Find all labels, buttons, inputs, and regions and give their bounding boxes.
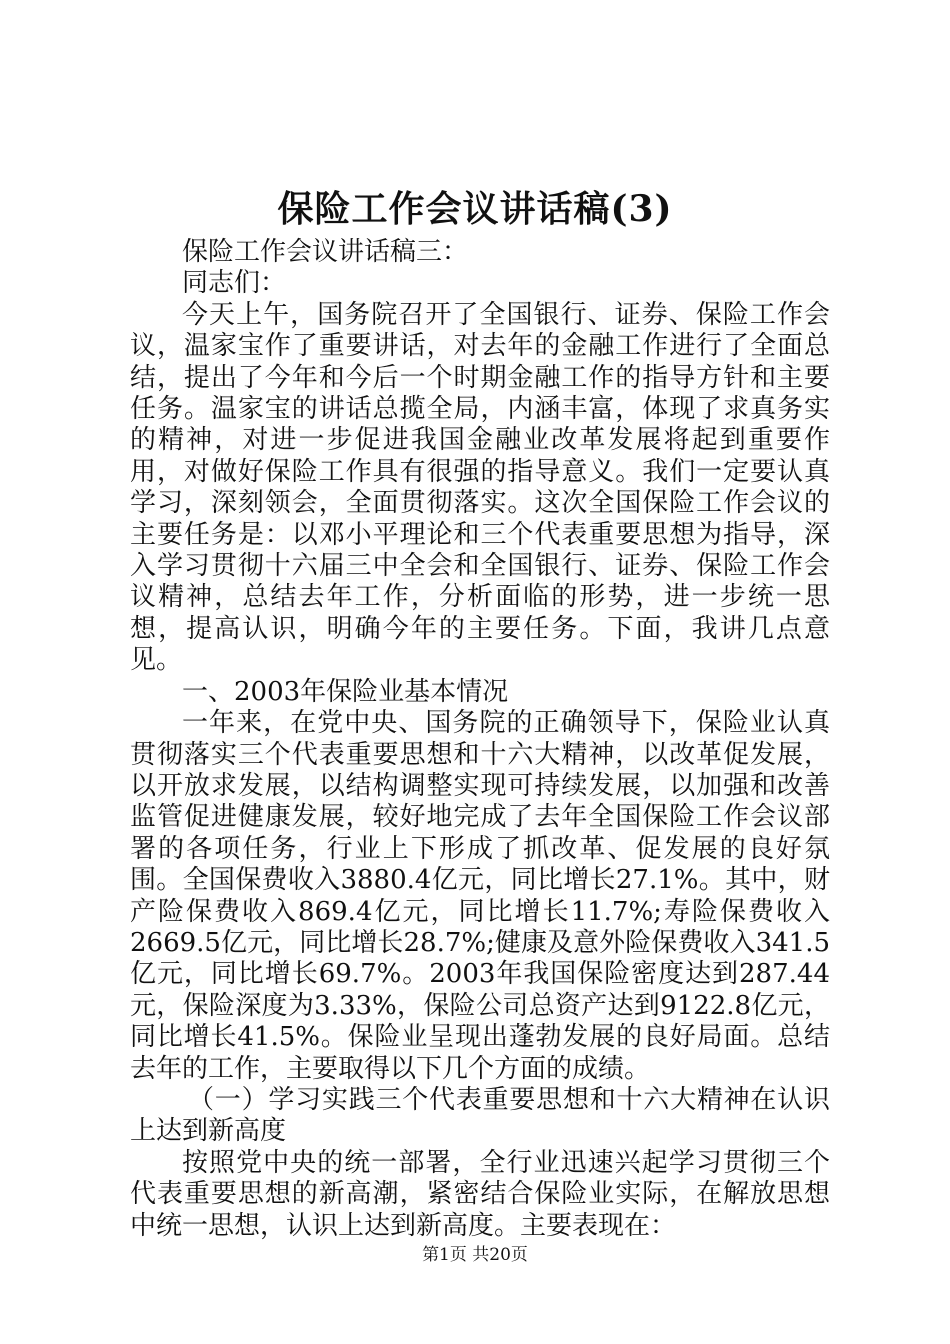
paragraph-study-practice: 按照党中央的统一部署，全行业迅速兴起学习贯彻三个代表重要思想的新高潮，紧密结合保险业实际，在解放思想中统一思想，认识上达到新高度。主要表现在：	[130, 1147, 830, 1241]
paragraph-heading-line: 保险工作会议讲话稿三：	[182, 237, 469, 267]
section-heading-1: 一、2003年保险业基本情况	[182, 676, 509, 707]
page-number: 第1页 共20页	[422, 1245, 528, 1265]
paragraph-2003-summary: 一年来，在党中央、国务院的正确领导下，保险业认真贯彻落实三个代表重要思想和十六大精神，以改革促发展，以开放求发展，以结构调整实现可持续发展，以加强和改善监管促进健康发展，较好地完成了去年全国保险工作会议部署的各项任务，行业上下形成了抓改革、促发展的良好氛围。全国保费收入3880.4亿元，同比增长27.1%。其中，财产险保费收入869.4亿元，同比增长11.7%;寿险保费收入2669.5亿元，同比增长28.7%;健康及意外险保费收入341.5亿元，同比增长69.7%。2003年我国保险密度达到287.44元，保险深度为3.33%，保险公司总资产达到9122.8亿元，同比增长41.5%。保险业呈现出蓬勃发展的良好局面。总结去年的工作，主要取得以下几个方面的成绩。	[130, 708, 830, 1084]
paragraph-intro: 今天上午，国务院召开了全国银行、证券、保险工作会议，温家宝作了重要讲话，对去年的金融工作进行了全面总结，提出了今年和今后一个时期金融工作的指导方针和主要任务。温家宝的讲话总揽全局，内涵丰富，体现了求真务实的精神，对进一步促进我国金融业改革发展将起到重要作用，对做好保险工作具有很强的指导意义。我们一定要认真学习，深刻领会，全面贯彻落实。这次全国保险工作会议的主要任务是：以邓小平理论和三个代表重要思想为指导，深入学习贯彻十六届三中全会和全国银行、证券、保险工作会议精神，总结去年工作，分析面临的形势，进一步统一思想，提高认识，明确今年的主要任务。下面，我讲几点意见。	[130, 299, 830, 676]
paragraph-salutation: 同志们：	[182, 268, 287, 299]
document-title: 保险工作会议讲话稿(3)	[277, 188, 673, 230]
document-body	[130, 237, 830, 1242]
subsection-heading-1: （一）学习实践三个代表重要思想和十六大精神在认识上达到新高度	[130, 1084, 830, 1147]
